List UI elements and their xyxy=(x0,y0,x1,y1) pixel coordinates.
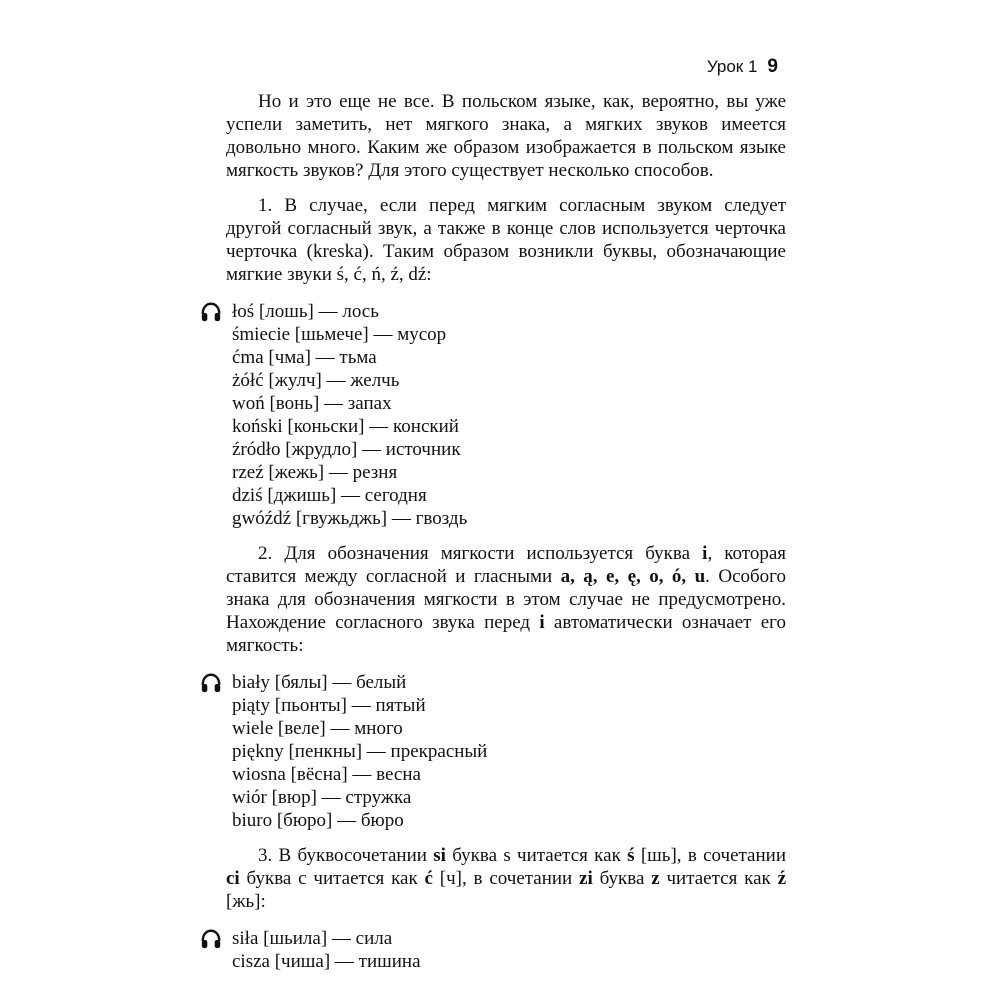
lesson-label: Урок 1 xyxy=(706,57,758,76)
list-item: źródło [жрудло] — источник xyxy=(232,439,461,460)
list-item: rzeź [жежь] — резня xyxy=(232,462,398,483)
list-item: piąty [пьонты] — пятый xyxy=(232,695,426,716)
list-item: ćma [чма] — тьма xyxy=(232,347,377,368)
headphones-icon[interactable] xyxy=(200,672,222,694)
example-list-2 xyxy=(226,671,786,832)
list-item: żółć [жулч] — желчь xyxy=(232,370,400,391)
headphones-icon[interactable] xyxy=(200,301,222,323)
list-item: gwóźdź [гвужьджь] — гвоздь xyxy=(232,508,468,529)
point-2-paragraph: 2. Для обозначения мягкости используется буква i, которая ставится между согласной и гласными a, ą, e, ę, o, ó, u. Особого знака для обозначения мягкости в этом случае не предусмотрено. Нахождение согласного звука перед i автоматически означает его мягкость: xyxy=(226,543,786,656)
list-item: wiór [вюр] — стружка xyxy=(232,787,412,808)
example-list-1 xyxy=(226,300,786,530)
page-header xyxy=(707,56,778,78)
list-item: piękny [пенкны] — прекрасный xyxy=(232,741,488,762)
list-item: dziś [джишь] — сегодня xyxy=(232,485,427,506)
list-item: woń [вонь] — запах xyxy=(232,393,392,414)
list-item: biały [бялы] — белый xyxy=(232,672,407,693)
page-content xyxy=(226,90,786,985)
page-number: 9 xyxy=(767,56,778,77)
list-item: koński [коньски] — конский xyxy=(232,416,459,437)
point-3-paragraph: 3. В буквосочетании si буква s читается как ś [шь], в сочетании ci буква c читается как ć [ч], в сочетании zi буква z читается как ź [жь]: xyxy=(226,845,786,912)
example-list-3 xyxy=(226,927,786,973)
list-item: biuro [бюро] — бюро xyxy=(232,810,404,831)
list-item: wiosna [вёсна] — весна xyxy=(232,764,421,785)
list-item: cisza [чиша] — тишина xyxy=(232,951,421,972)
list-item: wiele [веле] — много xyxy=(232,718,403,739)
headphones-icon[interactable] xyxy=(200,928,222,950)
point-1-paragraph: 1. В случае, если перед мягким согласным звуком следует другой согласный звук, а также в конце слов используется черточка черточка (kreska). Таким образом возникли буквы, обозначающие мягкие звуки ś, ć, ń, ź, dź: xyxy=(226,195,786,285)
list-item: łoś [лошь] — лось xyxy=(232,301,379,322)
list-item: śmiecie [шьмече] — мусор xyxy=(232,324,447,345)
list-item: siła [шьила] — сила xyxy=(232,928,393,949)
intro-paragraph: Но и это еще не все. В польском языке, как, вероятно, вы уже успели заметить, нет мягкого знака, а мягких звуков имеется довольно много. Каким же образом изображается в польском языке мягкость звуков? Для этого существует несколько способов. xyxy=(226,91,786,181)
